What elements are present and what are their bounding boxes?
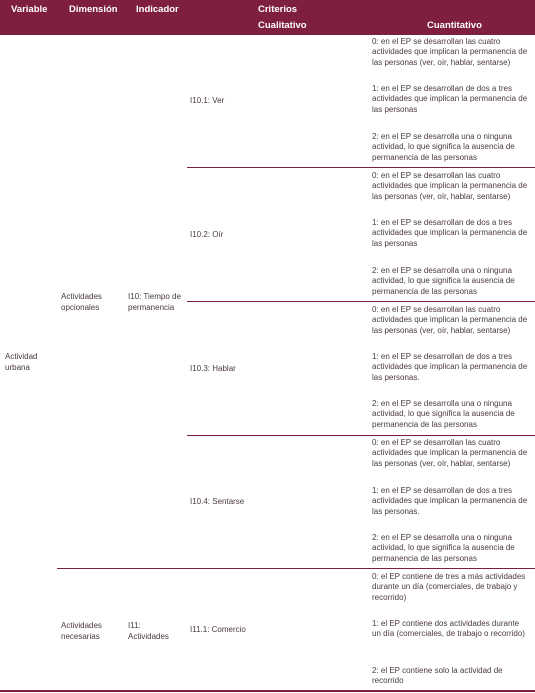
qualitative-cell: I10.1: Ver (190, 96, 225, 105)
qualitative-cell: I11.1: Comercio (190, 625, 246, 634)
criterion-text: 2: en el EP se desarrolla una o ninguna actividad, lo que significa la ausencia de permanencia de las personas (372, 399, 515, 429)
table-header (0, 0, 535, 35)
criterion-text: 2: en el EP se desarrolla una o ninguna actividad, lo que significa la ausencia de permanencia de las personas (372, 533, 515, 563)
dimension-cell: Actividades necesarias (61, 621, 102, 641)
qualitative-cell: I10.4: Sentarse (190, 497, 245, 506)
criterion-text: 0: en el EP se desarrollan las cuatro actividades que implican la permanencia de las personas (ver, oír, hablar, sentarse) (372, 438, 528, 468)
criterion-text: 1: en el EP se desarrollan de dos a tres actividades que implican la permanencia de las personas (372, 84, 528, 114)
criterion-text: 1: en el EP se desarrollan de dos a tres actividades que implican la permanencia de las personas. (372, 352, 528, 382)
table-bottom-border (0, 690, 535, 692)
header-criteria: Criterios (258, 4, 298, 15)
criterion-text: 2: en el EP se desarrolla una o ninguna actividad, lo que significa la ausencia de permanencia de las personas (372, 266, 515, 296)
indicator-cell: I11: Actividades (128, 621, 169, 641)
header-variable: Variable (11, 4, 48, 15)
criterion-text: 0: en el EP se desarrollan las cuatro actividades que implican la permanencia de las personas (ver, oír, hablar, sentarse) (372, 171, 528, 201)
criterion-text: 0: el EP contiene de tres a más actividades durante un día (comerciales, de trabajo y recorrido) (372, 572, 526, 602)
qualitative-cell: I10.3: Hablar (190, 364, 236, 373)
variable-cell: Actividad urbana (5, 352, 38, 372)
criterion-text: 2: en el EP se desarrolla una o ninguna actividad, lo que significa la ausencia de permanencia de las personas (372, 132, 515, 162)
indicator-cell: I10: Tiempo de permanencia (128, 292, 181, 312)
criterion-text: 0: en el EP se desarrollan las cuatro actividades que implican la permanencia de las personas (ver, oír, hablar, sentarse) (372, 37, 528, 67)
header-indicator: Indicador (136, 4, 179, 15)
row-divider (57, 568, 535, 569)
criterion-text: 1: en el EP se desarrollan de dos a tres actividades que implican la permanencia de las personas (372, 218, 528, 248)
row-divider (187, 435, 535, 436)
criterion-text: 2: el EP contiene solo la actividad de recorrido (372, 666, 503, 686)
row-divider (187, 301, 535, 302)
header-dimension: Dimensión (69, 4, 118, 15)
header-qualitative: Cualitativo (258, 20, 307, 31)
row-divider (187, 167, 535, 168)
criterion-text: 1: en el EP se desarrollan de dos a tres actividades que implican la permanencia de las personas. (372, 486, 528, 516)
qualitative-cell: I10.2: Oír (190, 230, 224, 239)
header-quantitative: Cuantitativo (427, 20, 482, 31)
criterion-text: 0: en el EP se desarrollan las cuatro actividades que implican la permanencia de las personas (ver, oír, hablar, sentarse) (372, 305, 528, 335)
dimension-cell: Actividades opcionales (61, 292, 102, 312)
criterion-text: 1: el EP contiene dos actividades durante un día (comerciales, de trabajo o recorrido) (372, 619, 525, 639)
